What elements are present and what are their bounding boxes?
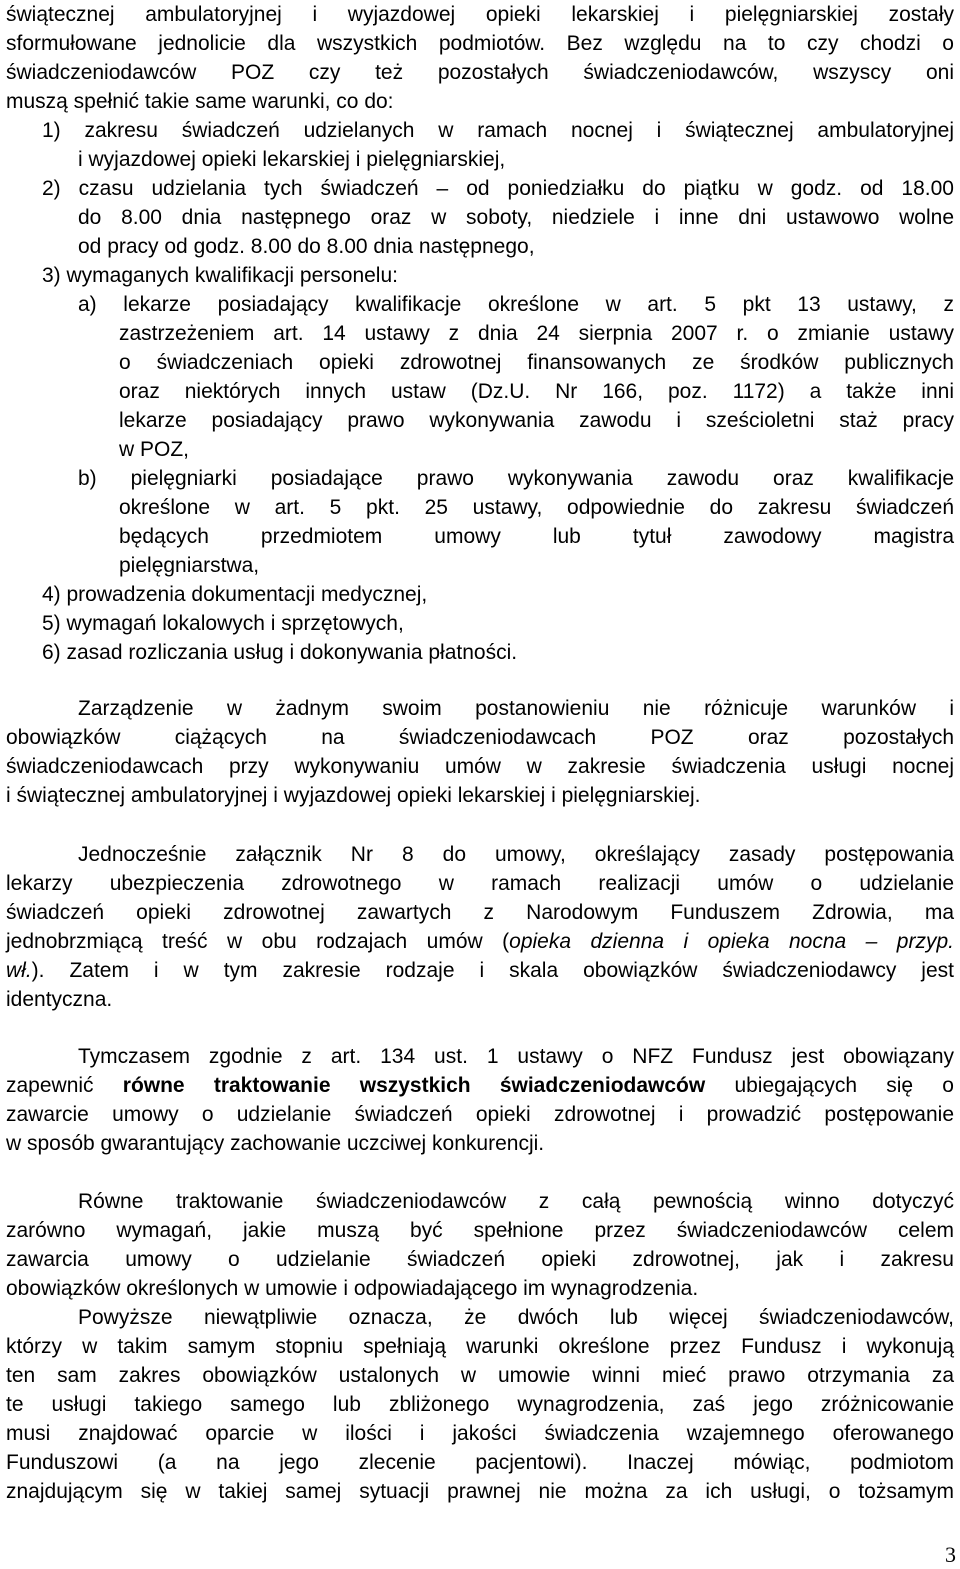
list-item-2-cont: od pracy od godz. 8.00 do 8.00 dnia następnego,	[78, 235, 535, 258]
italic-run: opieka dzienna i opieka nocna – przyp.	[509, 930, 954, 953]
sublist-item-b-cont: będących przedmiotem umowy lub tytuł zawodowy magistra	[119, 525, 954, 548]
list-item-3: 3) wymaganych kwalifikacji personelu:	[42, 264, 398, 287]
paragraph-line: którzy w takim samym stopniu spełniają warunki określone przez Fundusz i wykonują	[6, 1335, 954, 1358]
paragraph-line	[6, 927, 954, 956]
sublist-item-a-cont: oraz niektórych innych ustaw (Dz.U. Nr 166, poz. 1172) a także inni	[119, 380, 954, 403]
sublist-item-b-cont: pielęgniarstwa,	[119, 554, 260, 577]
sublist-item-a: a) lekarze posiadający kwalifikacje określone w art. 5 pkt 13 ustawy, z	[78, 293, 954, 316]
list-item-4: 4) prowadzenia dokumentacji medycznej,	[42, 583, 428, 606]
paragraph-line	[6, 1071, 954, 1100]
text-run: jednobrzmiącą treść w obu rodzajach umów (	[6, 930, 510, 953]
text-line: świątecznej ambulatoryjnej i wyjazdowej opieki lekarskiej i pielęgniarskiej zostały	[6, 3, 954, 26]
paragraph-line: lekarzy ubezpieczenia zdrowotnego w ramach realizacji umów o udzielanie	[6, 872, 954, 895]
page-number: 3	[945, 1542, 956, 1567]
paragraph-line: identyczna.	[6, 988, 113, 1011]
list-item-1-cont: i wyjazdowej opieki lekarskiej i pielęgniarskiej,	[78, 148, 506, 171]
sublist-item-a-cont: o świadczeniach opieki zdrowotnej finansowanych ze środków publicznych	[119, 351, 954, 374]
list-item-2-cont: do 8.00 dnia następnego oraz w soboty, niedziele i inne dni ustawowo wolne	[78, 206, 954, 229]
paragraph-line: Funduszowi (a na jego zlecenie pacjentowi). Inaczej mówiąc, podmiotom	[6, 1451, 954, 1474]
bold-run: równe traktowanie wszystkich świadczeniodawców	[122, 1074, 706, 1097]
sublist-item-a-cont: w POZ,	[119, 438, 190, 461]
paragraph-line: Tymczasem zgodnie z art. 134 ust. 1 ustawy o NFZ Fundusz jest obowiązany	[78, 1045, 954, 1068]
paragraph-line: te usługi takiego samego lub zbliżonego wynagrodzenia, zaś jego zróżnicowanie	[6, 1393, 954, 1416]
paragraph-line: znajdującym się w takiej samej sytuacji prawnej nie można za ich usługi, o tożsamym	[6, 1480, 954, 1503]
paragraph-line: ten sam zakres obowiązków ustalonych w umowie winni mieć prawo otrzymania za	[6, 1364, 954, 1387]
text-line: świadczeniodawców POZ czy też pozostałych świadczeniodawców, wszyscy oni	[6, 61, 954, 84]
paragraph-line	[6, 956, 954, 985]
list-item-6: 6) zasad rozliczania usług i dokonywania płatności.	[42, 641, 518, 664]
sublist-item-b-cont: określone w art. 5 pkt. 25 ustawy, odpowiednie do zakresu świadczeń	[119, 496, 954, 519]
list-item-1: 1) zakresu świadczeń udzielanych w ramach nocnej i świątecznej ambulatoryjnej	[42, 119, 954, 142]
paragraph-line: Równe traktowanie świadczeniodawców z całą pewnością winno dotyczyć	[78, 1190, 954, 1213]
paragraph-line: Powyższe niewątpliwie oznacza, że dwóch lub więcej świadczeniodawców,	[78, 1306, 954, 1329]
paragraph-line: obowiązków określonych w umowie i odpowiadającego im wynagrodzenia.	[6, 1277, 699, 1300]
sublist-item-b: b) pielęgniarki posiadające prawo wykonywania zawodu oraz kwalifikacje	[78, 467, 954, 490]
sublist-item-a-cont: zastrzeżeniem art. 14 ustawy z dnia 24 sierpnia 2007 r. o zmianie ustawy	[119, 322, 954, 345]
paragraph-line: świadczeniodawcach przy wykonywaniu umów w zakresie świadczenia usługi nocnej	[6, 755, 954, 778]
text-line: muszą spełnić takie same warunki, co do:	[6, 90, 394, 113]
paragraph-line: musi znajdować oparcie w ilości i jakości świadczenia wzajemnego oferowanego	[6, 1422, 954, 1445]
paragraph-line: zawarcia umowy o udzielanie świadczeń opieki zdrowotnej, jak i zakresu	[6, 1248, 954, 1271]
text-run: zapewnić	[6, 1074, 123, 1097]
paragraph-line: zawarcie umowy o udzielanie świadczeń opieki zdrowotnej i prowadzić postępowanie	[6, 1103, 954, 1126]
paragraph-line: w sposób gwarantujący zachowanie uczciwej konkurencji.	[6, 1132, 545, 1155]
paragraph-line: obowiązków ciążących na świadczeniodawcach POZ oraz pozostałych	[6, 726, 954, 749]
paragraph-line: zarówno wymagań, jakie muszą być spełnione przez świadczeniodawców celem	[6, 1219, 954, 1242]
text-run: ). Zatem i w tym zakresie rodzaje i skala obowiązków świadczeniodawcy jest	[31, 959, 954, 982]
paragraph-line: świadczeń opieki zdrowotnej zawartych z Narodowym Funduszem Zdrowia, ma	[6, 901, 954, 924]
sublist-item-a-cont: lekarze posiadający prawo wykonywania zawodu i sześcioletni staż pracy	[119, 409, 954, 432]
paragraph-line: i świątecznej ambulatoryjnej i wyjazdowej opieki lekarskiej i pielęgniarskiej.	[6, 784, 701, 807]
paragraph-line: Zarządzenie w żadnym swoim postanowieniu nie różnicuje warunków i	[78, 697, 954, 720]
list-item-5: 5) wymagań lokalowych i sprzętowych,	[42, 612, 404, 635]
text-run: ubiegających się o	[705, 1074, 954, 1097]
paragraph-line: Jednocześnie załącznik Nr 8 do umowy, określający zasady postępowania	[78, 843, 954, 866]
italic-run: wł.	[6, 959, 32, 982]
list-item-2: 2) czasu udzielania tych świadczeń – od poniedziałku do piątku w godz. od 18.00	[42, 177, 954, 200]
text-line: sformułowane jednolicie dla wszystkich podmiotów. Bez względu na to czy chodzi o	[6, 32, 954, 55]
